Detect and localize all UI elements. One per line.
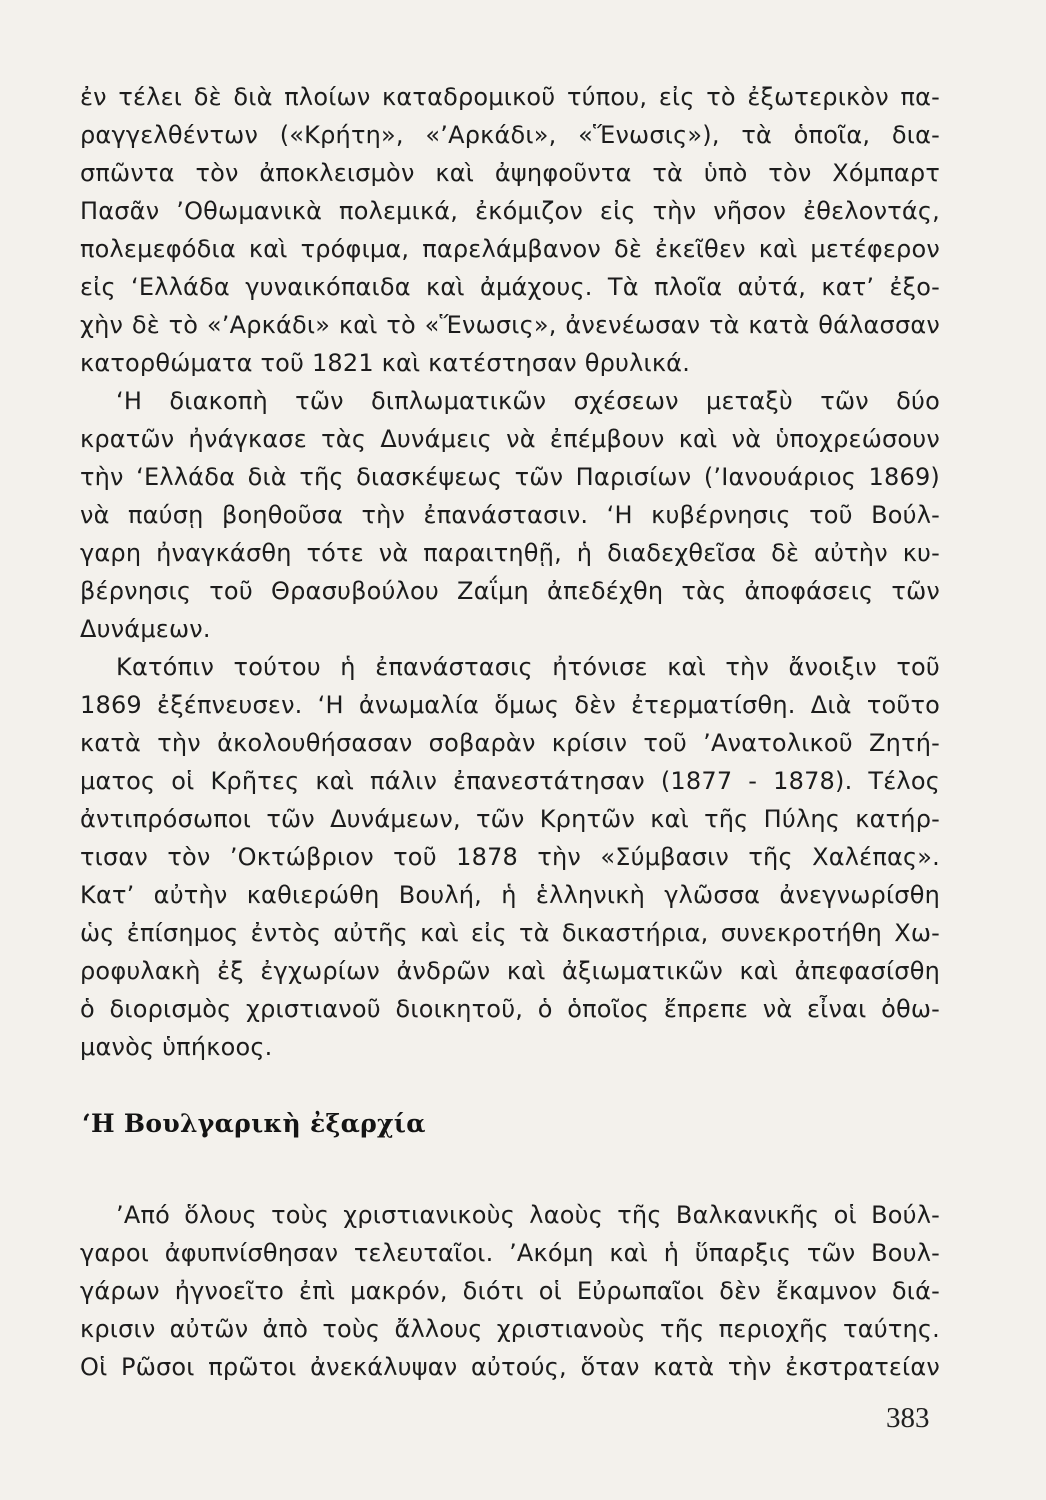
text-line: 1869 ἐξέπνευσεν. ‘Η ἀνωμαλία ὅμως δὲν ἐτερματίσθη. Διὰ τοῦτο — [80, 691, 940, 719]
text-line: τὴν ‘Ελλάδα διὰ τῆς διασκέψεως τῶν Παρισίων (’Ιανουάριος 1869) — [80, 463, 940, 491]
text-line: ματος οἱ Κρῆτες καὶ πάλιν ἐπανεστάτησαν (1877 - 1878). Τέλος — [80, 767, 940, 795]
text-line: ὁ διορισμὸς χριστιανοῦ διοικητοῦ, ὁ ὁποῖος ἔπρεπε νὰ εἶναι ὀθω- — [80, 995, 940, 1023]
text-line: εἰς ‘Ελλάδα γυναικόπαιδα καὶ ἀμάχους. Τὰ πλοῖα αὐτά, κατ’ ἐξο- — [80, 273, 940, 301]
text-line: Κατ’ αὐτὴν καθιερώθη Βουλή, ἡ ἑλληνικὴ γλῶσσα ἀνεγνωρίσθη — [80, 881, 940, 909]
text-line: τισαν τὸν ’Οκτώβριον τοῦ 1878 τὴν «Σύμβασιν τῆς Χαλέπας». — [80, 843, 940, 871]
text-line: μανὸς ὑπήκοος. — [80, 1033, 273, 1061]
text-line: Οἱ Ρῶσοι πρῶτοι ἀνεκάλυψαν αὐτούς, ὅταν κατὰ τὴν ἐκστρατείαν — [80, 1353, 940, 1381]
text-line: ’Από ὅλους τοὺς χριστιανικοὺς λαοὺς τῆς Βαλκανικῆς οἱ Βούλ- — [116, 1201, 940, 1229]
text-line: βέρνησις τοῦ Θρασυβούλου Ζαΐμη ἀπεδέχθη τὰς ἀποφάσεις τῶν — [80, 577, 940, 605]
text-line: κρισιν αὐτῶν ἀπὸ τοὺς ἄλλους χριστιανοὺς τῆς περιοχῆς ταύτης. — [80, 1315, 940, 1343]
text-line: κατὰ τὴν ἀκολουθήσασαν σοβαρὰν κρίσιν τοῦ ’Ανατολικοῦ Ζητή- — [80, 729, 940, 757]
text-line: χὴν δὲ τὸ «’Αρκάδι» καὶ τὸ «Ἕνωσις», ἀνενέωσαν τὰ κατὰ θάλασσαν — [80, 311, 940, 339]
text-line: ραγγελθέντων («Κρήτη», «’Αρκάδι», «Ἕνωσις»), τὰ ὁποῖα, δια- — [80, 121, 940, 149]
text-line: ἀντιπρόσωποι τῶν Δυνάμεων, τῶν Κρητῶν καὶ τῆς Πύλης κατήρ- — [80, 805, 940, 833]
text-line: ἐν τέλει δὲ διὰ πλοίων καταδρομικοῦ τύπου, εἰς τὸ ἐξωτερικὸν πα- — [80, 83, 940, 111]
text-line: κρατῶν ἠνάγκασε τὰς Δυνάμεις νὰ ἐπέμβουν καὶ νὰ ὑποχρεώσουν — [80, 425, 940, 453]
text-line: γαροι ἀφυπνίσθησαν τελευταῖοι. ’Ακόμη καὶ ἡ ὕπαρξις τῶν Βουλ- — [80, 1239, 940, 1267]
text-line: Δυνάμεων. — [80, 615, 211, 643]
text-line: γαρη ἠναγκάσθη τότε νὰ παραιτηθῇ, ἡ διαδεχθεῖσα δὲ αὐτὴν κυ- — [80, 539, 940, 567]
text-line: ροφυλακὴ ἐξ ἐγχωρίων ἀνδρῶν καὶ ἀξιωματικῶν καὶ ἀπεφασίσθη — [80, 957, 940, 985]
text-line: κατορθώματα τοῦ 1821 καὶ κατέστησαν θρυλικά. — [80, 349, 691, 377]
text-line: σπῶντα τὸν ἀποκλεισμὸν καὶ ἀψηφοῦντα τὰ ὑπὸ τὸν Χόμπαρτ — [80, 159, 940, 187]
section-heading: ‘Η Βουλγαρικὴ ἐξαρχία — [82, 1109, 426, 1138]
text-line: Κατόπιν τούτου ἡ ἐπανάστασις ἠτόνισε καὶ τὴν ἄνοιξιν τοῦ — [116, 653, 940, 681]
text-line: πολεμεφόδια καὶ τρόφιμα, παρελάμβανον δὲ ἐκεῖθεν καὶ μετέφερον — [80, 235, 940, 263]
text-line: Πασᾶν ’Οθωμανικὰ πολεμικά, ἐκόμιζον εἰς τὴν νῆσον ἐθελοντάς, — [80, 197, 940, 225]
text-line: ὡς ἐπίσημος ἐντὸς αὐτῆς καὶ εἰς τὰ δικαστήρια, συνεκροτήθη Χω- — [80, 919, 940, 947]
text-line: ‘Η διακοπὴ τῶν διπλωματικῶν σχέσεων μεταξὺ τῶν δύο — [116, 387, 940, 415]
text-line: νὰ παύσῃ βοηθοῦσα τὴν ἐπανάστασιν. ‘Η κυβέρνησις τοῦ Βούλ- — [80, 501, 940, 529]
page-number: 383 — [886, 1402, 930, 1434]
text-line: γάρων ἠγνοεῖτο ἐπὶ μακρόν, διότι οἱ Εὐρωπαῖοι δὲν ἔκαμνον διά- — [80, 1277, 940, 1305]
